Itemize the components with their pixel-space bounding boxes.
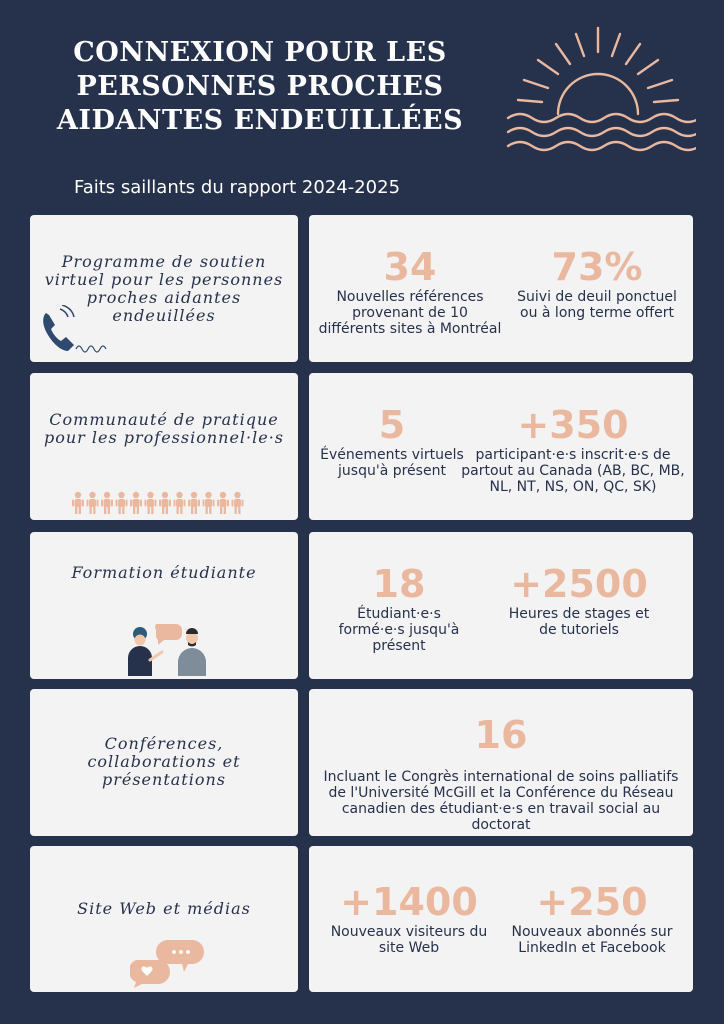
stat-followers — [509, 880, 675, 956]
stat-followup — [509, 245, 685, 321]
conferences-card — [30, 689, 298, 836]
stat-number: +250 — [536, 880, 648, 924]
community-card — [30, 373, 298, 520]
program-stats-card — [309, 215, 693, 362]
stat-text: Heures de stages et de tutoriels — [508, 606, 650, 638]
training-label: Formation étudiante — [71, 563, 257, 582]
stat-text: participant·e·s inscrit·e·s de partout au Canada (AB, BC, MB, NL, NT, NS, ON, QC, SK) — [461, 447, 685, 495]
program-card — [30, 215, 298, 362]
community-stats-card — [309, 373, 693, 520]
stat-text: Suivi de deuil ponctuel ou à long terme offert — [517, 289, 677, 321]
stat-references — [317, 245, 503, 337]
conferences-label: Conférences, collaborations et présentations — [87, 734, 241, 789]
stat-visitors — [329, 880, 489, 956]
stat-text: Nouveaux abonnés sur LinkedIn et Facebook — [511, 924, 673, 956]
stat-text: Nouvelles références provenant de 10 différents sites à Montréal — [318, 289, 502, 337]
training-card — [30, 532, 298, 679]
stat-text: Nouveaux visiteurs du site Web — [330, 924, 488, 956]
stat-text: Incluant le Congrès international de soins palliatifs de l'Université McGill et la Conférence du Réseau canadien des étudiant·e·s en travail social au doctorat — [323, 769, 679, 833]
stat-text: Étudiant·e·s formé·e·s jusqu'à présent — [338, 606, 460, 654]
web-media-card — [30, 846, 298, 992]
stat-number: +1400 — [340, 880, 478, 924]
stat-participants — [459, 403, 687, 495]
report-subtitle: Faits saillants du rapport 2024-2025 — [74, 177, 401, 198]
stat-number: 16 — [474, 713, 528, 757]
community-label: Communauté de pratique pour les professionnel·le·s — [43, 410, 285, 447]
program-label: Programme de soutien virtuel pour les personnes proches aidantes endeuillées — [44, 252, 284, 325]
web-media-label: Site Web et médias — [77, 899, 251, 918]
title-line-1: CONNEXION POUR LES — [73, 37, 447, 68]
stat-text: Événements virtuels jusqu'à présent — [320, 447, 464, 479]
telephone-icon — [38, 305, 118, 357]
stat-hours — [499, 562, 659, 638]
title-line-2: PERSONNES PROCHES — [76, 71, 444, 102]
conversation-people-icon — [126, 618, 212, 676]
stat-number: 73% — [551, 245, 643, 289]
stat-conferences — [323, 713, 679, 833]
stat-number: 18 — [372, 562, 426, 606]
conferences-stats-card — [309, 689, 693, 836]
stat-number: +2500 — [510, 562, 648, 606]
sunset-waves-icon — [500, 22, 696, 154]
stat-number: 34 — [383, 245, 437, 289]
page-title — [40, 36, 480, 138]
stat-events — [317, 403, 467, 479]
stat-students — [329, 562, 469, 654]
chat-bubbles-icon — [130, 938, 210, 988]
stat-number: 5 — [378, 403, 406, 447]
people-row-icon — [72, 491, 256, 515]
title-line-3: AIDANTES ENDEUILLÉES — [56, 105, 464, 136]
stat-number: +350 — [517, 403, 629, 447]
training-stats-card — [309, 532, 693, 679]
web-media-stats-card — [309, 846, 693, 992]
